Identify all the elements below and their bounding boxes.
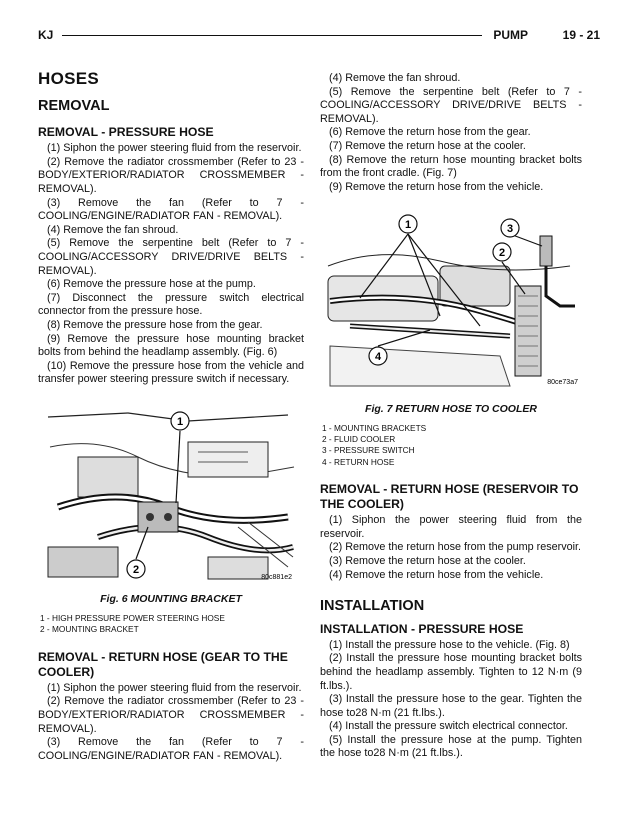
- heading-installation: INSTALLATION: [320, 598, 425, 615]
- step: (2) Remove the radiator crossmember (Refer to 23 - BODY/EXTERIOR/RADIATOR CROSSMEMBER - REMOVAL).: [38, 695, 304, 735]
- figure-7-callout-1: 1: [404, 219, 412, 232]
- heading-installation-pressure-hose: INSTALLATION - PRESSURE HOSE: [320, 621, 524, 636]
- step: (5) Install the pressure hose at the pump. Tighten the hose to28 N·m (21 ft.lbs.).: [320, 733, 582, 760]
- step: (8) Remove the return hose mounting bracket bolts from the front cradle. (Fig. 7): [320, 153, 582, 180]
- step: (1) Siphon the power steering fluid from the reservoir.: [320, 514, 582, 540]
- step: (5) Remove the serpentine belt (Refer to 7 - COOLING/ACCESSORY DRIVE/DRIVE BELTS - REMOVAL).: [38, 237, 304, 277]
- heading-return-hose-gear: REMOVAL - RETURN HOSE (GEAR TO THE COOLER): [38, 649, 288, 679]
- step: (7) Disconnect the pressure switch electrical connector from the pressure hose.: [38, 291, 304, 318]
- step: (1) Siphon the power steering fluid from the reservoir.: [47, 681, 302, 694]
- heading-hoses: HOSES: [38, 69, 100, 88]
- heading-removal-pressure-hose: REMOVAL - PRESSURE HOSE: [38, 125, 214, 140]
- step: (1) Siphon the power steering fluid from the reservoir.: [47, 142, 302, 155]
- figure-6-legend: [40, 613, 304, 636]
- figure-7-callout-3: 3: [506, 223, 514, 236]
- step: (6) Remove the return hose from the gear.: [329, 126, 531, 139]
- step: (5) Remove the serpentine belt (Refer to 7 - COOLING/ACCESSORY DRIVE/DRIVE BELTS - REMOVAL).: [320, 85, 582, 125]
- figure-7-code: 80ce73a7: [547, 379, 578, 387]
- step: (4) Remove the return hose from the vehicle.: [329, 568, 544, 581]
- step: (6) Remove the pressure hose at the pump.: [47, 278, 256, 291]
- page-header: [38, 24, 600, 46]
- header-rule: [62, 35, 482, 36]
- step: (3) Remove the fan (Refer to 7 - COOLING/ENGINE/RADIATOR FAN - REMOVAL).: [38, 736, 304, 762]
- step: (2) Remove the return hose from the pump reservoir.: [329, 541, 582, 554]
- figure-7-callout-4: 4: [374, 351, 382, 364]
- figure-6-code: 80c881e2: [261, 573, 292, 581]
- step: (4) Remove the fan shroud.: [329, 72, 461, 84]
- left-column: [38, 69, 304, 763]
- figure-7-illustration: [320, 206, 582, 392]
- legend-item: 1 - HIGH PRESSURE POWER STEERING HOSE: [40, 613, 225, 624]
- figure-7: [320, 206, 582, 468]
- figure-6: [38, 407, 304, 636]
- figure-6-caption: Fig. 6 MOUNTING BRACKET: [100, 593, 242, 606]
- figure-6-illustration: [38, 407, 304, 583]
- legend-item: 1 - MOUNTING BRACKETS: [322, 422, 427, 433]
- step: (8) Remove the pressure hose from the gear.: [47, 318, 263, 331]
- heading-return-hose-reservoir: REMOVAL - RETURN HOSE (RESERVOIR TO THE COOLER): [320, 482, 579, 512]
- header-section: PUMP: [493, 28, 528, 42]
- heading-removal: REMOVAL: [38, 97, 110, 114]
- right-column: [320, 72, 582, 761]
- step: (3) Remove the fan (Refer to 7 - COOLING/ENGINE/RADIATOR FAN - REMOVAL).: [38, 196, 304, 223]
- legend-item: 3 - PRESSURE SWITCH: [322, 445, 415, 456]
- step: (9) Remove the pressure hose mounting bracket bolts from behind the headlamp assembly. (Fig. 6): [38, 332, 304, 359]
- figure-7-callout-2: 2: [498, 247, 506, 260]
- header-model: KJ: [38, 28, 54, 42]
- step: (2) Install the pressure hose mounting bracket bolts behind the headlamp assembly. Tighten to 12 N·m (9 ft.lbs.).: [320, 652, 582, 692]
- step: (4) Remove the fan shroud.: [47, 223, 179, 236]
- step: (7) Remove the return hose at the cooler.: [329, 139, 526, 152]
- step: (9) Remove the return hose from the vehicle.: [329, 180, 544, 193]
- step: (3) Remove the return hose at the cooler.: [329, 554, 526, 567]
- figure-6-callout-2: 2: [132, 563, 140, 576]
- step: (3) Install the pressure hose to the gear. Tighten the hose to28 N·m (21 ft.lbs.).: [320, 693, 582, 719]
- legend-item: 2 - FLUID COOLER: [322, 433, 396, 444]
- step: (1) Install the pressure hose to the vehicle. (Fig. 8): [329, 638, 570, 651]
- page-number: 19 - 21: [562, 28, 600, 42]
- figure-6-callout-1: 1: [176, 415, 184, 428]
- step: (10) Remove the pressure hose from the vehicle and transfer power steering pressure switch if necessary.: [38, 359, 304, 386]
- figure-7-caption: Fig. 7 RETURN HOSE TO COOLER: [365, 402, 537, 415]
- figure-7-legend: [322, 423, 582, 469]
- legend-item: 2 - MOUNTING BRACKET: [40, 624, 139, 635]
- step: (2) Remove the radiator crossmember (Refer to 23 - BODY/EXTERIOR/RADIATOR CROSSMEMBER - REMOVAL).: [38, 155, 304, 195]
- step: (4) Install the pressure switch electrical connector.: [329, 720, 568, 733]
- legend-item: 4 - RETURN HOSE: [322, 456, 395, 467]
